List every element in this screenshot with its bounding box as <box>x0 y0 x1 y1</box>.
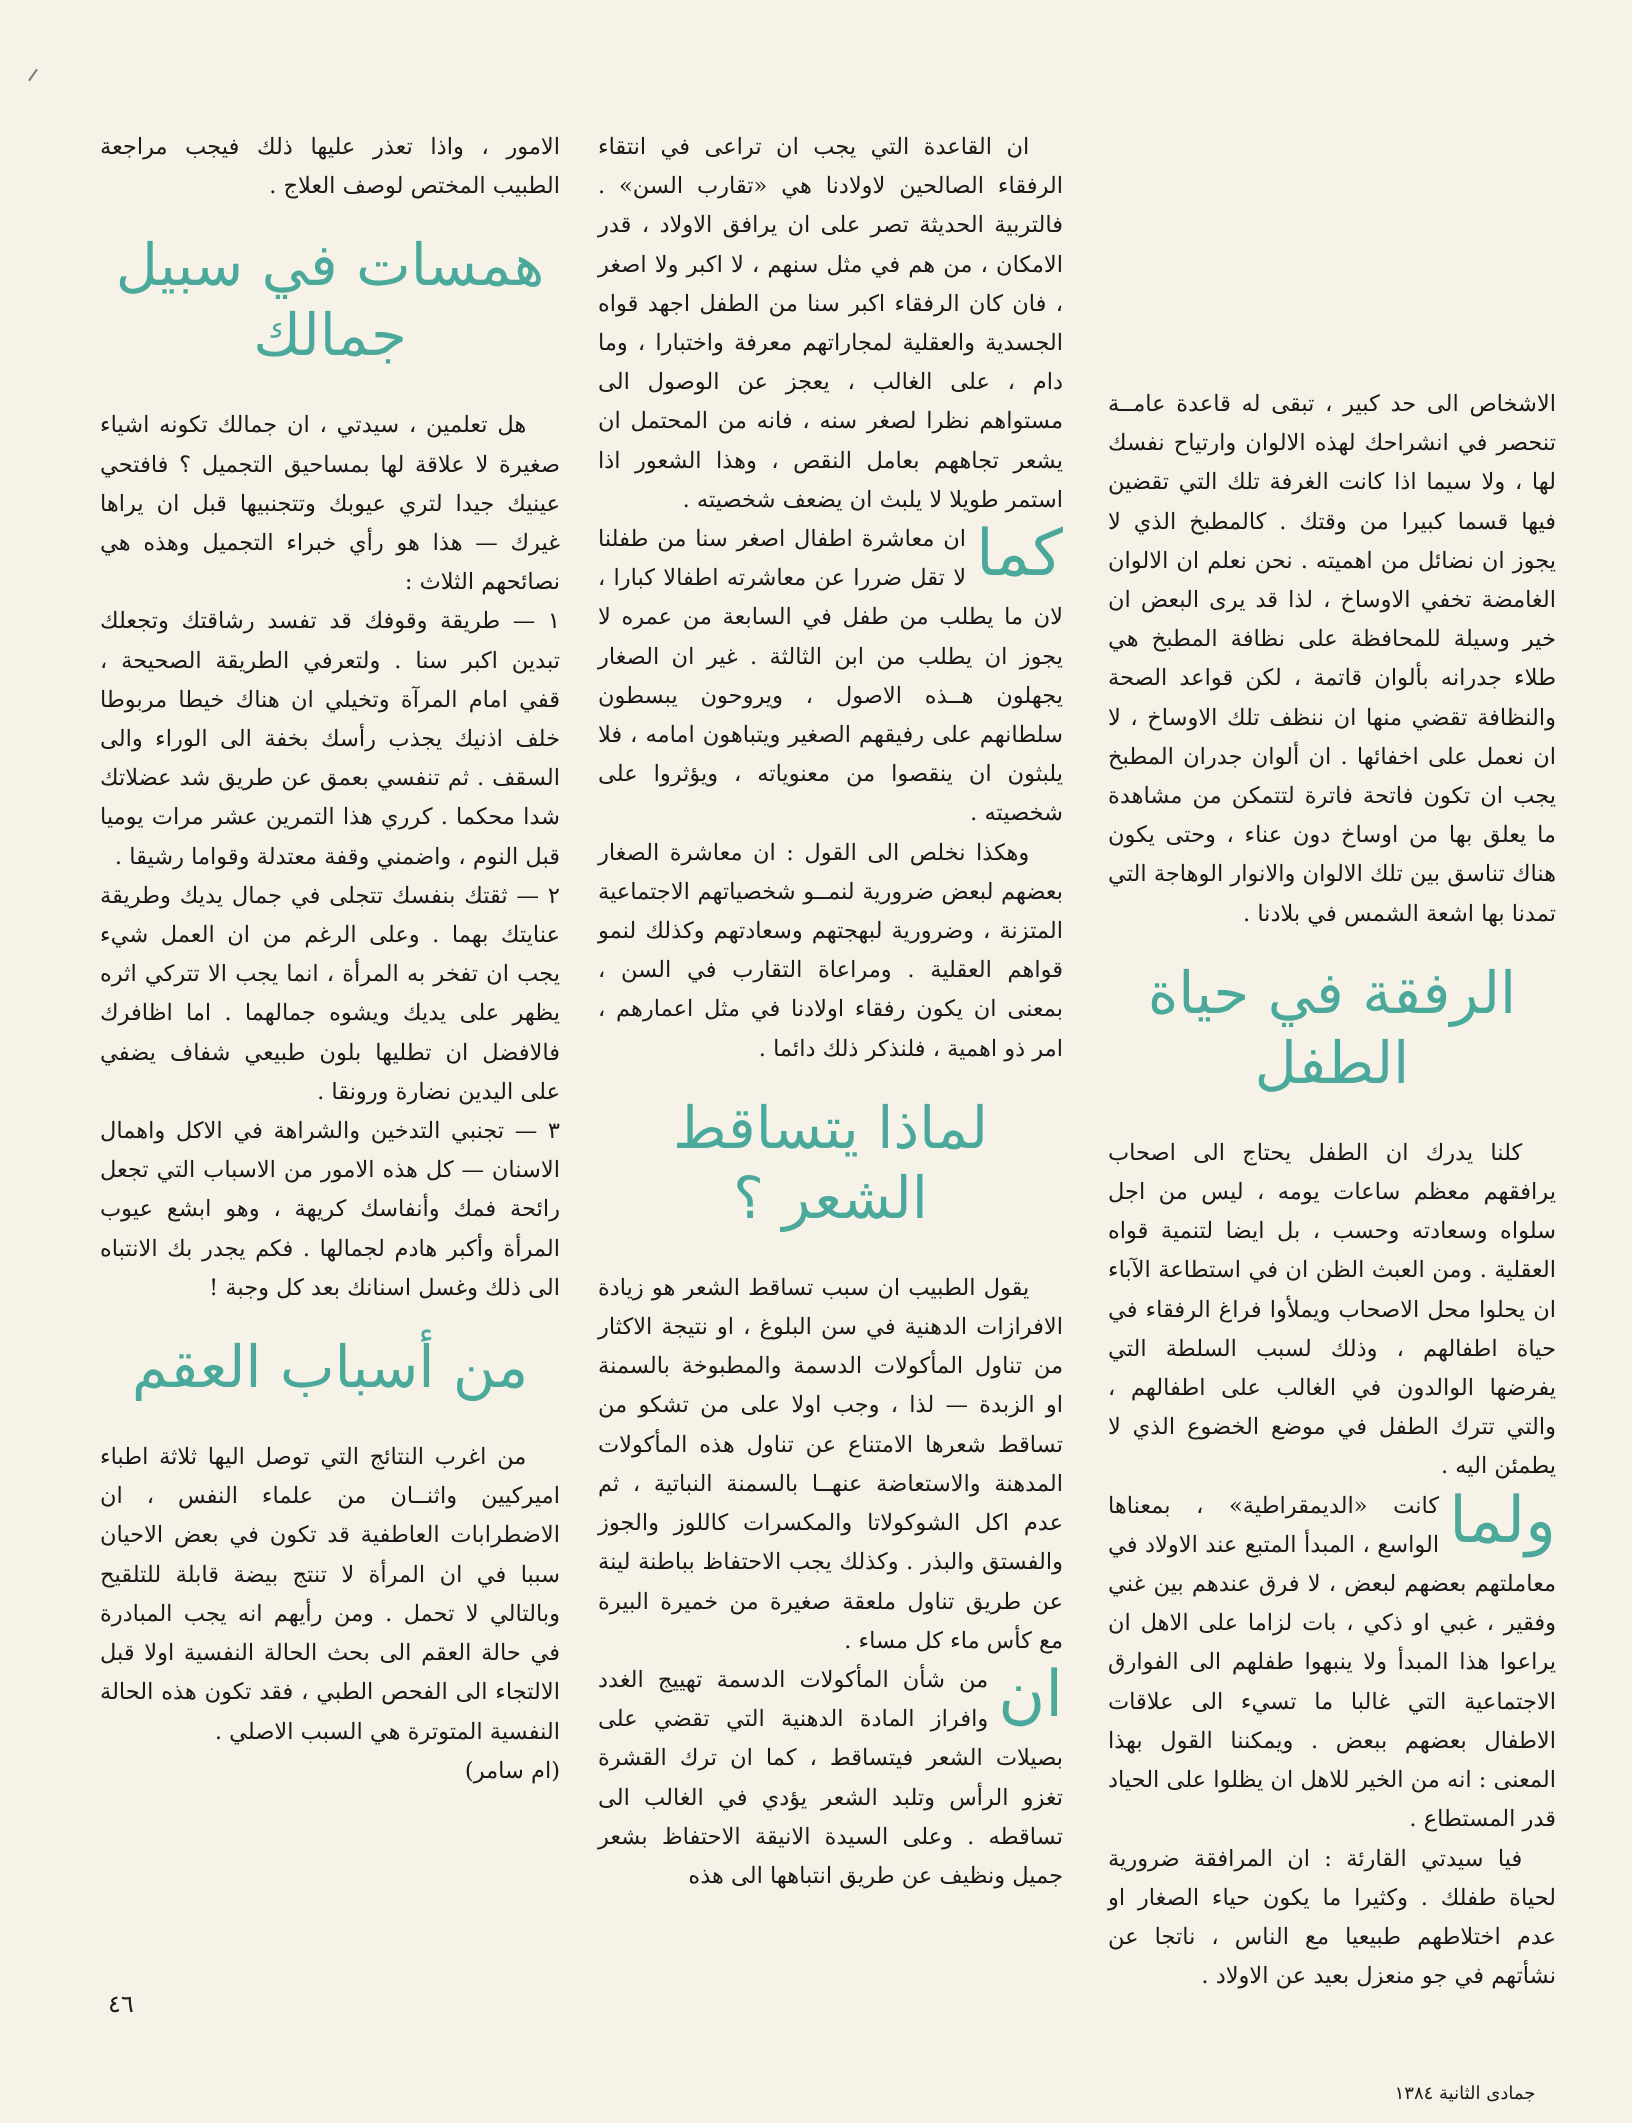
companionship-paragraph-2 <box>1108 1483 1556 1840</box>
hair-loss-paragraph-2-text: من شأن المأكولات الدسمة تهييج الغدد وافراز المادة الدهنية التي تقضي على بصيلات الشعر فيتساقط ، كما ان ترك القشرة تغزو الرأس وتلبد الشعر يؤدي في الغالب الى تساقطه . وعلى السيدة الانيقة الاحتفاظ بشعر جميل ونظيف عن طريق انتباهها الى هذه <box>598 1666 1063 1889</box>
companionship-paragraph-2-text: كانت «الديمقراطية» ، بمعناها الواسع ، المبدأ المتبع عند الاولاد في معاملتهم بعضهم لبعض ، لا فرق عندهم بين غني وفقير ، غبي او ذكي ، بات لزاما على الاهل ان يراعوا هذا المبدأ ولا ينبهوا طفلهم الى الفوارق الاجتماعية التي غالبا ما تسيء الى علاقات الاطفال بعضهم ببعض . ويمكننا القول بهذا المعنى : انه من الخير للاهل ان يظلوا على الحياد قدر المستطاع . <box>1108 1492 1556 1833</box>
issue-date: جمادى الثانية ١٣٨٤ <box>1394 2083 1536 2104</box>
age-rule-paragraph: ان القاعدة التي يجب ان تراعى في انتقاء الرفقاء الصالحين لاولادنا هي «تقارب السن» . فالتربية الحديثة تصر على ان يرافق الاولاد ، قدر الامكان ، من هم في مثل سنهم ، لا اكبر ولا اصغر ، فان كان الرفقاء اكبر سنا من الطفل اجهد قواه الجسدية والعقلية لمجاراتهم معرفة واختبارا ، وما دام ، على الغالب ، يعجز عن الوصول الى مستواهم نظرا لصغر سنه ، فانه من المحتمل ان يشعر تجاههم بعامل النقص ، وهذا الشعور اذا استمر طويلا لا يلبث ان يضعف شخصيته . <box>598 134 1063 513</box>
drop-cap: كما <box>976 517 1063 592</box>
beauty-tip-2: ٢ — ثقتك بنفسك تتجلى في جمال يديك وطريقة عنايتك بهما . وعلى الرغم من ان العمل شيء يجب ان تفخر به المرأة ، انما يجب الا تتركي اثره يظهر على يديك ويشوه جمالهما . اما اظافرك فالافضل ان تطليها بلون طبيعي شفاف يضفي على اليدين نضارة ورونقا . <box>100 882 560 1105</box>
section-heading-beauty-whispers: همسات في سبيل جمالك <box>115 231 545 370</box>
beauty-intro-paragraph: هل تعلمين ، سيدتي ، ان جمالك تكونه اشياء صغيرة لا علاقة لها بمساحيق التجميل ؟ فافتحي عينيك جيدا لتري عيوبك وتتجنبيها قبل ان يراها غيرك — هذا هو رأي خبراء التجميل وهذه هي نصائحهم الثلاث : <box>100 412 560 596</box>
section-heading-companionship: الرفقة في حياة الطفل <box>1147 958 1517 1097</box>
left-column <box>100 128 560 1791</box>
younger-children-paragraph <box>598 517 1063 834</box>
continuation-paragraph: الامور ، واذا تعذر عليها ذلك فيجب مراجعة الطبيب المختص لوصف العلاج . <box>100 134 560 200</box>
drop-cap: ان <box>998 1657 1063 1732</box>
page-number: ٤٦ <box>108 1990 134 2018</box>
middle-column <box>598 128 1063 1896</box>
section-heading-infertility: من أسباب العقم <box>131 1333 529 1402</box>
margin-mark <box>28 69 38 82</box>
section-heading-hair-loss: لماذا يتساقط الشعر ؟ <box>672 1093 989 1232</box>
intro-paragraph: الاشخاص الى حد كبير ، تبقى له قاعدة عامــة تنحصر في انشراحك لهذه الالوان وارتياح نفسك لها ، ولا سيما اذا كانت الغرفة تلك التي تقضين فيها قسما كبيرا من وقتك . كالمطبخ الذي لا يجوز ان نضائل من اهميته . نحن نعلم ان الالوان الغامضة تخفي الاوساخ ، لذا قد يرى البعض ان خير وسيلة للمحافظة على نظافة المطبخ هي طلاء جدرانه بألوان قاتمة ، لكن قواعد الصحة والنظافة تقضي منها ان ننظف تلك الاوساخ ، لا ان نعمل على اخفائها . ان ألوان جدران المطبخ يجب ان تكون فاتحة فاترة لتتمكن من مشاهدة ما يعلق بها من اوساخ دون عناء ، وحتى يكون هناك تناسق بين تلك الالوان والانوار الوهاجة التي تمدنا بها اشعة الشمس في بلادنا . <box>1108 391 1556 927</box>
right-column <box>1108 385 1556 1996</box>
companionship-paragraph-1: كلنا يدرك ان الطفل يحتاج الى اصحاب يرافقهم معظم ساعات يومه ، ليس من اجل سلواه وسعادته وحسب ، بل ايضا لتنمية قواه العقلية . ومن العبث الظن ان في استطاعة الآباء ان يحلوا محل الاصحاب ويملأوا فراغ الرفقاء في حياة اطفالهم ، وذلك لسبب السلطة التي يفرضها الوالدون في الغالب على اطفالهم ، والتي تترك الطفل في موضع الخضوع الذي لا يطمئن اليه . <box>1108 1139 1556 1480</box>
younger-children-paragraph-text: ان معاشرة اطفال اصغر سنا من طفلنا لا تقل ضررا عن معاشرته اطفالا كبارا ، لان ما يطلب من طفل في السابعة من عمره لا يجوز ان يطلب من ابن الثالثة . غير ان الصغار يجهلون هــذه الاصول ، ويروحون يبسطون سلطانهم على رفيقهم الصغير ويتباهون امامه ، فلا يلبثون ان ينقصوا من معنوياته ، ويؤثروا على شخصيته . <box>598 526 1063 827</box>
beauty-tip-3: ٣ — تجنبي التدخين والشراهة في الاكل واهمال الاسنان — كل هذه الامور من الاسباب التي تجعل رائحة فمك وأنفاسك كريهة ، وهو ابشع عيوب المرأة وأكبر هادم لجمالها . فكم يجدر بك الانتباه الى ذلك وغسل اسنانك بعد كل وجبة ! <box>100 1118 560 1301</box>
author-signature: (ام سامر) <box>464 1757 560 1784</box>
conclusion-paragraph: وهكذا نخلص الى القول : ان معاشرة الصغار بعضهم لبعض ضرورية لنمــو شخصياتهم الاجتماعية المتزنة ، وضرورية لبهجتهم وسعادتهم وكذلك لنمو قواهم العقلية . ومراعاة التقارب في السن ، بمعنى ان يكون رفقاء اولادنا في مثل اعمارهم ، امر ذو اهمية ، فلنذكر ذلك دائما . <box>598 839 1063 1062</box>
hair-loss-paragraph-1: يقول الطبيب ان سبب تساقط الشعر هو زيادة الافرازات الدهنية في سن البلوغ ، او نتيجة الاكثار من تناول المأكولات الدسمة والمطبوخة بالسمنة او الزبدة — لذا ، وجب اولا على من تشكو من تساقط شعرها الامتناع عن تناول هذه المأكولات المدهنة والاستعاضة عنهــا بالسمنة النباتية ، ثم عدم اكل الشوكولاتا والمكسرات كاللوز والجوز والفستق والبذر . وكذلك يجب الاحتفاظ بباطنة لينة عن طريق تناول ملعقة صغيرة من خميرة البيرة مع كأس ماء كل مساء . <box>598 1274 1063 1654</box>
companionship-paragraph-3: فيا سيدتي القارئة : ان المرافقة ضرورية لحياة طفلك . وكثيرا ما يكون حياء الصغار او عدم اختلاطهم طبيعيا مع الناس ، ناتجا عن نشأتهم في جو منعزل بعيد عن الاولاد . <box>1108 1845 1556 1990</box>
drop-cap: ولما <box>1449 1483 1556 1558</box>
hair-loss-paragraph-2 <box>598 1657 1063 1896</box>
infertility-paragraph: من اغرب النتائج التي توصل اليها ثلاثة اطباء اميركيين واثنــان من علماء النفس ، ان الاضطرابات العاطفية قد تكون في بعض الاحيان سببا في ان المرأة لا تنتج بيضة قابلة للتلقيح وبالتالي لا تحمل . ومن رأيهم انه يجب المبادرة في حالة العقم الى بحث الحالة النفسية اولا قبل الالتجاء الى الفحص الطبي ، فقد تكون هذه الحالة النفسية المتوترة هي السبب الاصلي . <box>100 1444 560 1745</box>
beauty-tip-1: ١ — طريقة وقوفك قد تفسد رشاقتك وتجعلك تبدين اكبر سنا . ولتعرفي الطريقة الصحيحة ، قفي امام المرآة وتخيلي ان هناك خيطا مربوطا خلف اذنيك يجذب رأسك بخفة الى الوراء والى السقف . ثم تنفسي بعمق عن طريق شد عضلاتك شدا محكما . كرري هذا التمرين عشر مرات يوميا قبل النوم ، واضمني وقفة معتدلة وقواما رشيقا . <box>100 608 560 870</box>
